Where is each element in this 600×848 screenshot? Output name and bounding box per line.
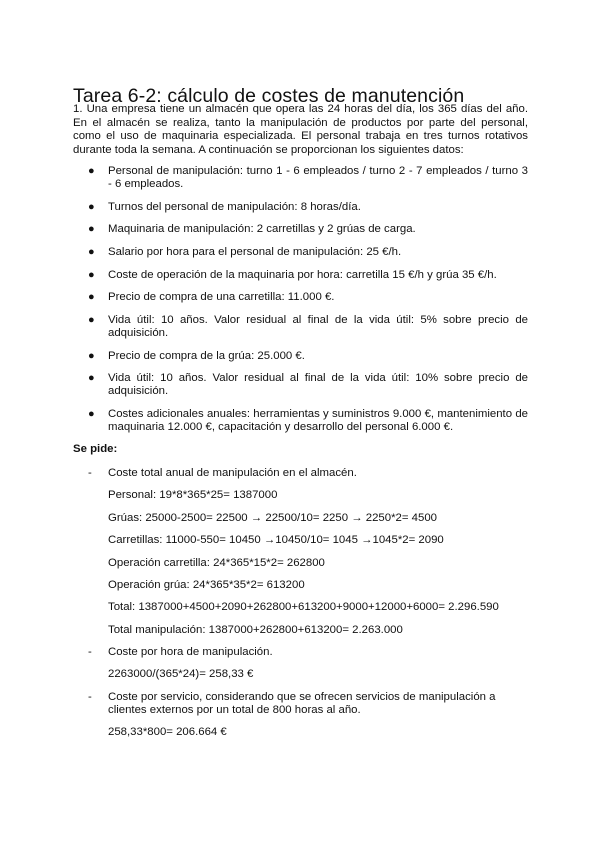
- bullet-icon: ●: [88, 349, 95, 362]
- bullet-icon: ●: [88, 245, 95, 258]
- list-item: ● Vida útil: 10 años. Valor residual al final de la vida útil: 10% sobre precio de adquisición.: [88, 372, 528, 398]
- list-item: ● Personal de manipulación: turno 1 - 6 empleados / turno 2 - 7 empleados / turno 3 - 6 empleados.: [88, 165, 528, 191]
- bullet-icon: ●: [88, 165, 95, 177]
- calc-line: Grúas: 25000-2500= 22500 → 22500/10= 2250 → 2250*2= 4500: [108, 511, 438, 524]
- bullet-icon: ●: [88, 200, 95, 213]
- bullet-icon: ●: [88, 407, 95, 420]
- calc-line: 258,33*800= 206.664 €: [108, 726, 227, 739]
- task-heading: Coste total anual de manipulación en el almacén.: [108, 467, 357, 479]
- list-item: ● Precio de compra de una carretilla: 11.000 €.: [88, 291, 335, 304]
- bullet-icon: ●: [88, 291, 95, 304]
- bullet-icon: ●: [88, 268, 95, 281]
- task-item: [88, 467, 528, 637]
- task-heading: Coste por hora de manipulación.: [108, 645, 273, 658]
- calc-line: Operación carretilla: 24*365*15*2= 262800: [108, 556, 325, 569]
- dash-icon: -: [88, 467, 92, 479]
- intro-paragraph: 1. Una empresa tiene un almacén que opera las 24 horas del día, los 365 días del año. En el almacén se realiza, tanto la manipulación de productos por parte del personal, como el uso de maquinaria especializada. El personal trabaja en tres turnos rotativos durante toda la semana. A continuación se proporcionan los siguientes datos:: [73, 103, 528, 156]
- task-list: [88, 467, 528, 748]
- calc-line: Operación grúa: 24*365*35*2= 613200: [108, 578, 305, 591]
- calc-line: 2263000/(365*24)= 258,33 €: [108, 668, 254, 681]
- dash-icon: -: [88, 690, 92, 703]
- list-item: ● Turnos del personal de manipulación: 8 horas/día.: [88, 200, 361, 213]
- calc-line: Personal: 19*8*365*25= 1387000: [108, 489, 278, 502]
- calc-line: Total manipulación: 1387000+262800+613200= 2.263.000: [108, 623, 403, 636]
- bullet-icon: ●: [88, 313, 95, 326]
- bullet-icon: ●: [88, 223, 95, 236]
- task-item: [88, 691, 528, 740]
- task-item: [88, 646, 528, 682]
- section-heading: Se pide:: [73, 443, 118, 455]
- list-item: ● Costes adicionales anuales: herramientas y suministros 9.000 €, mantenimiento de maquinaria 12.000 €, capacitación y desarrollo del personal 6.000 €.: [88, 407, 528, 434]
- list-item: ● Coste de operación de la maquinaria por hora: carretilla 15 €/h y grúa 35 €/h.: [88, 268, 497, 281]
- list-item: ● Precio de compra de la grúa: 25.000 €.: [88, 349, 305, 362]
- list-item: ● Maquinaria de manipulación: 2 carretillas y 2 grúas de carga.: [88, 223, 416, 236]
- calc-line: Total: 1387000+4500+2090+262800+613200+9000+12000+6000= 2.296.590: [108, 601, 499, 614]
- bullet-icon: ●: [88, 372, 95, 385]
- data-list: [88, 165, 528, 444]
- dash-icon: -: [88, 645, 92, 658]
- task-heading: Coste por servicio, considerando que se ofrecen servicios de manipulación a clientes externos por un total de 800 horas al año.: [108, 690, 496, 716]
- list-item: ● Salario por hora para el personal de manipulación: 25 €/h.: [88, 245, 402, 258]
- calc-line: Carretillas: 11000-550= 10450 →10450/10= 1045 →1045*2= 2090: [108, 534, 444, 547]
- list-item: ● Vida útil: 10 años. Valor residual al final de la vida útil: 5% sobre precio de adquisición.: [88, 313, 528, 339]
- page-title: Tarea 6-2: cálculo de costes de manutención: [73, 85, 465, 108]
